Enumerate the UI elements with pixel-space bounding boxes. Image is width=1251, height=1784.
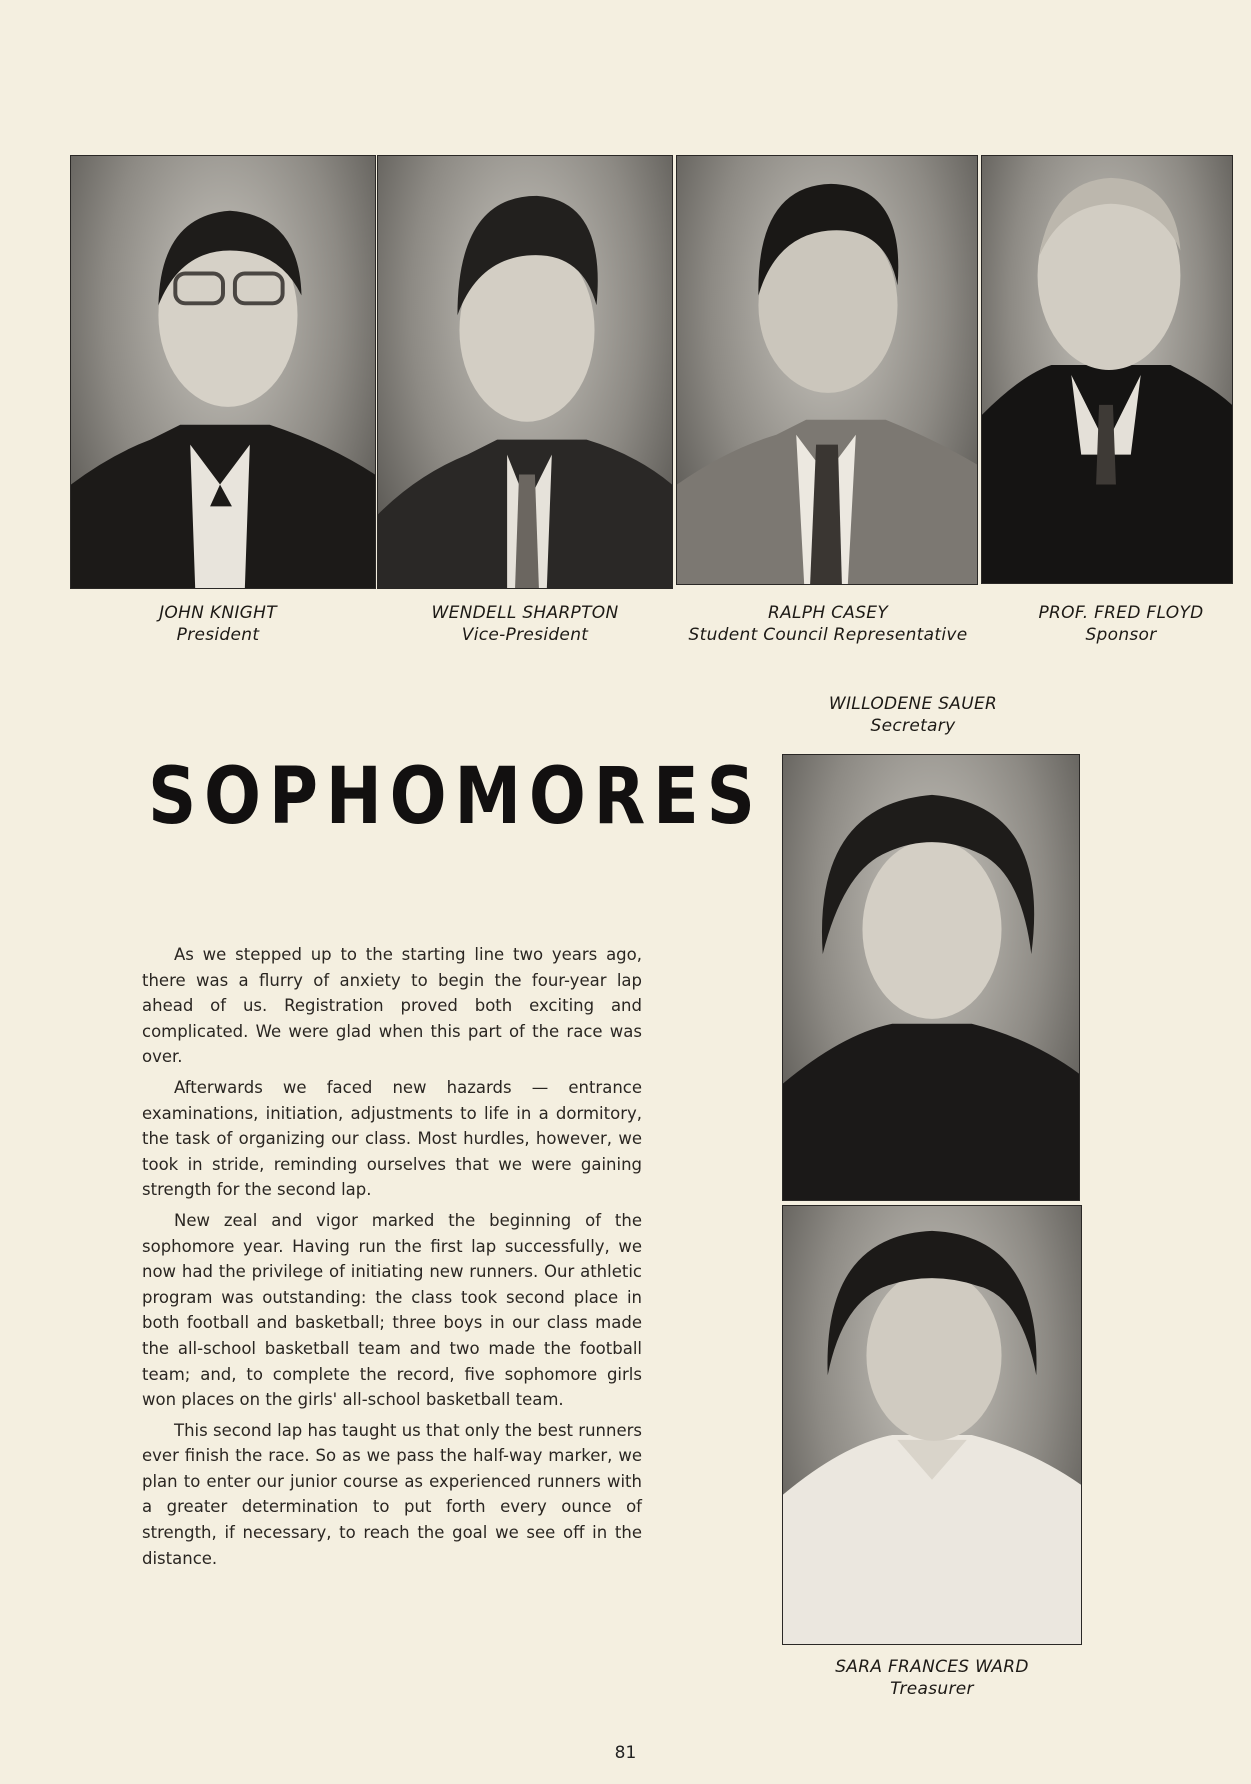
portrait-wendell-sharpton — [377, 155, 673, 589]
portrait-ralph-casey — [676, 155, 978, 585]
paragraph: Afterwards we faced new hazards — entrance examinations, initiation, adjustments to life in a dormitory, the task of organizing our class. Most hurdles, however, we took in stride, reminding ourselves that we were gaining strength for the second lap. — [142, 1077, 642, 1200]
portrait-silhouette — [378, 156, 672, 588]
officer-role: President — [176, 625, 260, 645]
page-number: 81 — [614, 1743, 637, 1763]
paragraph: This second lap has taught us that only the best runners ever finish the race. So as we pass the half-way marker, we plan to enter our junior course as experienced runners with a greater determination to put forth every ounce of strength, if necessary, to reach the goal we see off in the distance. — [142, 1420, 642, 1568]
officer-name: SARA FRANCES WARD — [835, 1657, 1029, 1677]
article-body — [142, 942, 642, 1576]
officer-name: WENDELL SHARPTON — [431, 603, 619, 623]
officer-role: Secretary — [870, 716, 956, 736]
officer-role: Student Council Representative — [688, 625, 968, 645]
page-title: SOPHOMORES — [148, 752, 763, 842]
paragraph: New zeal and vigor marked the beginning of the sophomore year. Having run the first lap successfully, we now had the privilege of initiating new runners. Our athletic program was outstanding: the class took second place in both football and basketball; three boys in our class made the all-school basketball team and two made the football team; and, to complete the record, five sophomore girls won places on the girls' all-school basketball team. — [142, 1210, 642, 1410]
caption-ralph-casey — [678, 602, 978, 646]
caption-fred-floyd — [1010, 602, 1232, 646]
portrait-silhouette — [982, 156, 1232, 583]
caption-john-knight — [100, 602, 336, 646]
portrait-sara-frances-ward — [782, 1205, 1082, 1645]
officer-role: Vice-President — [461, 625, 589, 645]
officer-name: PROF. FRED FLOYD — [1038, 603, 1204, 623]
officer-name: WILLODENE SAUER — [828, 694, 998, 714]
officer-name: RALPH CASEY — [767, 603, 889, 623]
caption-willodene-sauer — [800, 693, 1026, 737]
caption-sara-frances-ward — [800, 1656, 1064, 1700]
portrait-john-knight — [70, 155, 376, 589]
caption-wendell-sharpton — [390, 602, 660, 646]
portrait-willodene-sauer — [782, 754, 1080, 1201]
portrait-silhouette — [783, 1206, 1081, 1644]
portrait-silhouette — [783, 755, 1079, 1200]
officer-role: Sponsor — [1085, 625, 1157, 645]
officer-name: JOHN KNIGHT — [159, 603, 277, 623]
portrait-silhouette — [71, 156, 375, 588]
paragraph: As we stepped up to the starting line two years ago, there was a flurry of anxiety to begin the four-year lap ahead of us. Registration proved both exciting and complicated. We were glad when this part of the race was over. — [142, 945, 642, 1067]
officer-role: Treasurer — [890, 1679, 974, 1699]
portrait-silhouette — [677, 156, 977, 584]
portrait-fred-floyd — [981, 155, 1233, 584]
